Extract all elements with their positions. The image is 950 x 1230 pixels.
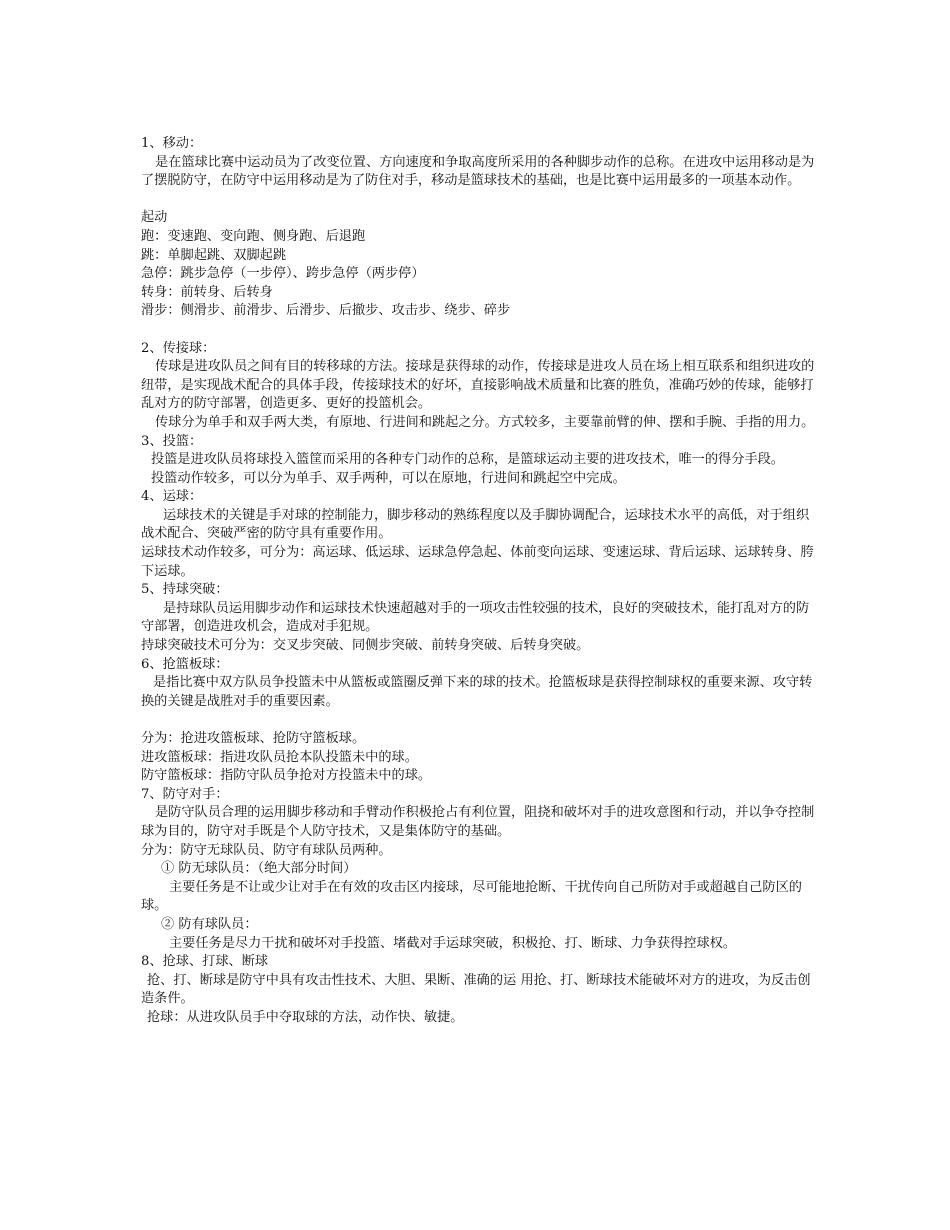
- list-item: 跳：单脚起跳、双脚起跳: [141, 247, 287, 263]
- section-heading-movement: 1、移动：: [141, 136, 203, 151]
- paragraph: 持球突破技术可分为：交叉步突破、同侧步突破、前转身突破、后转身突破。: [141, 638, 590, 654]
- subsection-title: ① 防无球队员：（绝大部分时间）: [161, 861, 357, 877]
- document-body: [141, 131, 817, 1028]
- subsection-title: ② 防有球队员：: [161, 916, 258, 932]
- list-item: 跑：变速跑、变向跑、侧身跑、后退跑: [141, 228, 366, 244]
- spacer: [141, 321, 817, 340]
- paragraph-text: 抢球：从进攻队员手中夺取球的方法，动作快、敏捷。: [147, 1009, 464, 1025]
- paragraph: 运球技术动作较多，可分为：高运球、低运球、运球急停急起、体前变向运球、变速运球、背后运球、运球转身、胯下运球。: [141, 545, 814, 579]
- section-heading-rebound: 6、抢篮板球：: [141, 656, 229, 672]
- list-item: 进攻篮板球：指进攻队员抢本队投篮未中的球。: [141, 749, 418, 765]
- paragraph-text: 是防守队员合理的运用脚步移动和手臂动作积极抢占有利位置，阻挠和破坏对手的进攻意图和行动，并以争夺控制球为目的，防守对手既是个人防守技术，又是集体防守的基础。: [141, 805, 815, 839]
- paragraph: [141, 507, 817, 544]
- paragraph: [141, 1009, 817, 1028]
- paragraph-text: 传球是进攻队员之间有目的转移球的方法。接球是获得球的动作，传接球是进攻人员在场上相互联系和组织进攻的纽带，是实现战术配合的具体手段，传接球技术的好坏，直接影响战术质量和比赛的胜负，准确巧妙的传球，能够打乱对方的防守部署，创造更多、更好的投篮机会。: [141, 359, 815, 412]
- paragraph: [141, 358, 817, 414]
- section-heading-passing: 2、传接球：: [141, 340, 216, 356]
- paragraph: [141, 674, 817, 711]
- paragraph-text: 是指比赛中双方队员争投篮未中从篮板或篮圈反弹下来的球的技术。抢篮板球是获得控制球权的重要来源、攻守转换的关键是战胜对手的重要因素。: [141, 675, 813, 709]
- paragraph: [141, 600, 817, 637]
- list-item: 防守篮板球：指防守队员争抢对方投篮未中的球。: [141, 768, 432, 784]
- paragraph-text: 主要任务是尽力干扰和破坏对手投篮、堵截对手运球突破，积极抢、打、断球、力争获得控球权。: [169, 935, 737, 951]
- list-item: 滑步：侧滑步、前滑步、后滑步、后撤步、攻击步、绕步、碎步: [141, 303, 511, 319]
- paragraph: [141, 414, 817, 433]
- paragraph-text: 主要任务是不让或少让对手在有效的攻击区内接球，尽可能地抢断、干扰传向自己所防对手或超越自己防区的球。: [141, 879, 802, 914]
- list-item: 分为：防守无球队员、防守有球队员两种。: [141, 842, 392, 858]
- paragraph-text: 投篮动作较多，可以分为单手、双手两种，可以在原地，行进间和跳起空中完成。: [151, 470, 626, 486]
- paragraph-text: 是持球队员运用脚步动作和运球技术快速超越对手的一项攻击性较强的技术，良好的突破技术，能打乱对方的防守部署，创造进攻机会，造成对手犯规。: [141, 600, 810, 635]
- list-item: 分为：抢进攻篮板球、抢防守篮板球。: [141, 731, 366, 746]
- list-item: 起动: [141, 210, 168, 226]
- section-heading-shooting: 3、投篮：: [141, 433, 203, 449]
- section-heading-dribbling: 4、运球：: [141, 489, 203, 505]
- section-heading-defense: 7、防守对手：: [141, 786, 229, 802]
- paragraph-text: 投篮是进攻队员将球投入篮筐而采用的各种专门动作的总称，是篮球运动主要的进攻技术，唯一的得分手段。: [151, 452, 784, 468]
- spacer: [141, 191, 817, 210]
- paragraph: [141, 451, 817, 470]
- paragraph-text: 运球技术的关键是手对球的控制能力，脚步移动的熟练程度以及手脚协调配合，运球技术水平的高低，对于组织战术配合、突破严密的防守具有重要作用。: [141, 507, 810, 542]
- paragraph-text: 抢、打、断球是防守中具有攻击性技术、大胆、果断、准确的运 用抢、打、断球技术能破坏对方的进攻，为反击创造条件。: [141, 972, 811, 1007]
- list-item: 急停：跳步急停（一步停）、跨步急停（两步停）: [141, 266, 425, 282]
- paragraph: [141, 804, 817, 841]
- spacer: [141, 711, 817, 730]
- paragraph: [141, 470, 817, 489]
- paragraph: [141, 935, 817, 954]
- paragraph: [141, 154, 817, 191]
- list-item: 转身：前转身、后转身: [141, 284, 273, 300]
- paragraph: [141, 972, 817, 1009]
- paragraph: [141, 879, 817, 916]
- paragraph-text: 是在篮球比赛中运动员为了改变位置、方向速度和争取高度所采用的各种脚步动作的总称。在进攻中运用移动是为了摆脱防守，在防守中运用移动是为了防住对手，移动是篮球技术的基础，也是比赛中运用最多的一项基本动作。: [141, 154, 815, 189]
- section-heading-steal: 8、抢球、打球、断球: [141, 954, 269, 970]
- paragraph-text: 传球分为单手和双手两大类，有原地、行进间和跳起之分。方式较多，主要靠前臂的伸、摆和手腕、手指的用力。: [155, 414, 815, 430]
- section-heading-breakthrough: 5、持球突破：: [141, 582, 229, 598]
